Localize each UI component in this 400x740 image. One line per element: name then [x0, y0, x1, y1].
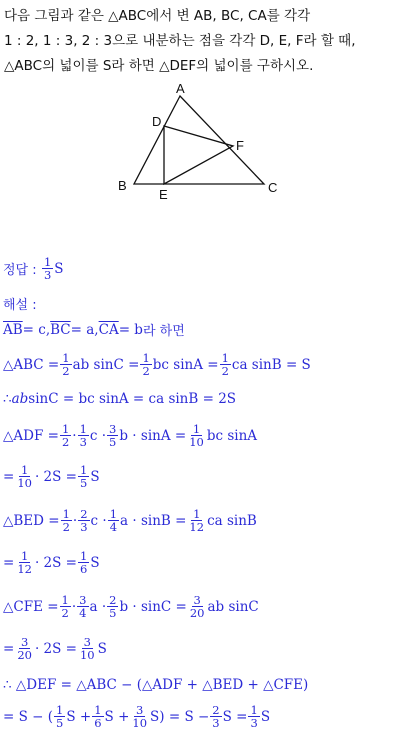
vertex-label-a: A — [176, 81, 185, 96]
explanation-line-3: ∴ ab sinC = bc sinA = ca sinB = 2S — [3, 391, 237, 407]
explanation-line-8: △CFE = $\frac{1}{2}$ · $\frac{3}{4}$ a · $\frac{2}{5}$ b · sinC = $\frac{3}{20}$ ab sinC — [3, 593, 259, 620]
explanation-line-2: △ABC = $\frac{1}{2}$ ab sinC = $\frac{1}{2}$ bc sinA = $\frac{1}{2}$ ca sinB = S — [3, 351, 311, 378]
problem-statement — [4, 4, 398, 79]
problem-line-3: △ABC의 넓이를 S라 하면 △DEF의 넓이를 구하시오. — [4, 58, 314, 74]
answer-suffix: S — [54, 260, 64, 277]
explanation-label: 해설 : — [3, 298, 37, 313]
explanation-line-11: = S − ( $\frac{1}{5}$ S + $\frac{1}{6}$ S + $\frac{3}{10}$ S) = S − $\frac{2}{3}$ S = $\frac{1}{3}$ S — [3, 703, 271, 730]
point-label-e: E — [159, 187, 168, 202]
vertex-label-c: C — [268, 180, 278, 195]
problem-line-1: 다음 그림과 같은 △ABC에서 변 AB, BC, CA를 각각 — [4, 8, 311, 24]
answer-fraction: $\frac{1}{3}$ — [43, 255, 52, 282]
explanation-label-line — [3, 294, 37, 313]
point-label-d: D — [152, 114, 162, 129]
triangle-figure — [110, 80, 300, 210]
explanation-line-1: $\overline{AB}$ = c, $\overline{BC}$ = a, $\overline{CA}$ = b 라 하면 — [3, 321, 185, 339]
vertex-label-b: B — [118, 178, 127, 193]
answer-line — [3, 256, 64, 281]
point-label-f: F — [236, 138, 244, 153]
explanation-line-7: = $\frac{1}{12}$ · 2S = $\frac{1}{6}$ S — [3, 549, 100, 576]
explanation-line-4: △ADF = $\frac{1}{2}$ · $\frac{1}{3}$ c · $\frac{3}{5}$ b · sinA = $\frac{1}{10}$ bc sinA — [3, 422, 258, 449]
answer-label: 정답 : — [3, 263, 37, 278]
explanation-line-6: △BED = $\frac{1}{2}$ · $\frac{2}{3}$ c · $\frac{1}{4}$ a · sinB = $\frac{1}{12}$ ca sinB — [3, 507, 257, 534]
explanation-line-10: ∴ △DEF = △ABC − (△ADF + △BED + △CFE) — [3, 677, 309, 693]
explanation-line-9: = $\frac{3}{20}$ · 2S = $\frac{3}{10}$ S — [3, 635, 107, 662]
triangle-abc — [134, 96, 264, 184]
explanation-line-5: = $\frac{1}{10}$ · 2S = $\frac{1}{5}$ S — [3, 463, 100, 490]
problem-line-2: 1 : 2, 1 : 3, 2 : 3으로 내분하는 점을 각각 D, E, F라 할 때, — [4, 33, 356, 49]
triangle-def — [164, 126, 233, 184]
